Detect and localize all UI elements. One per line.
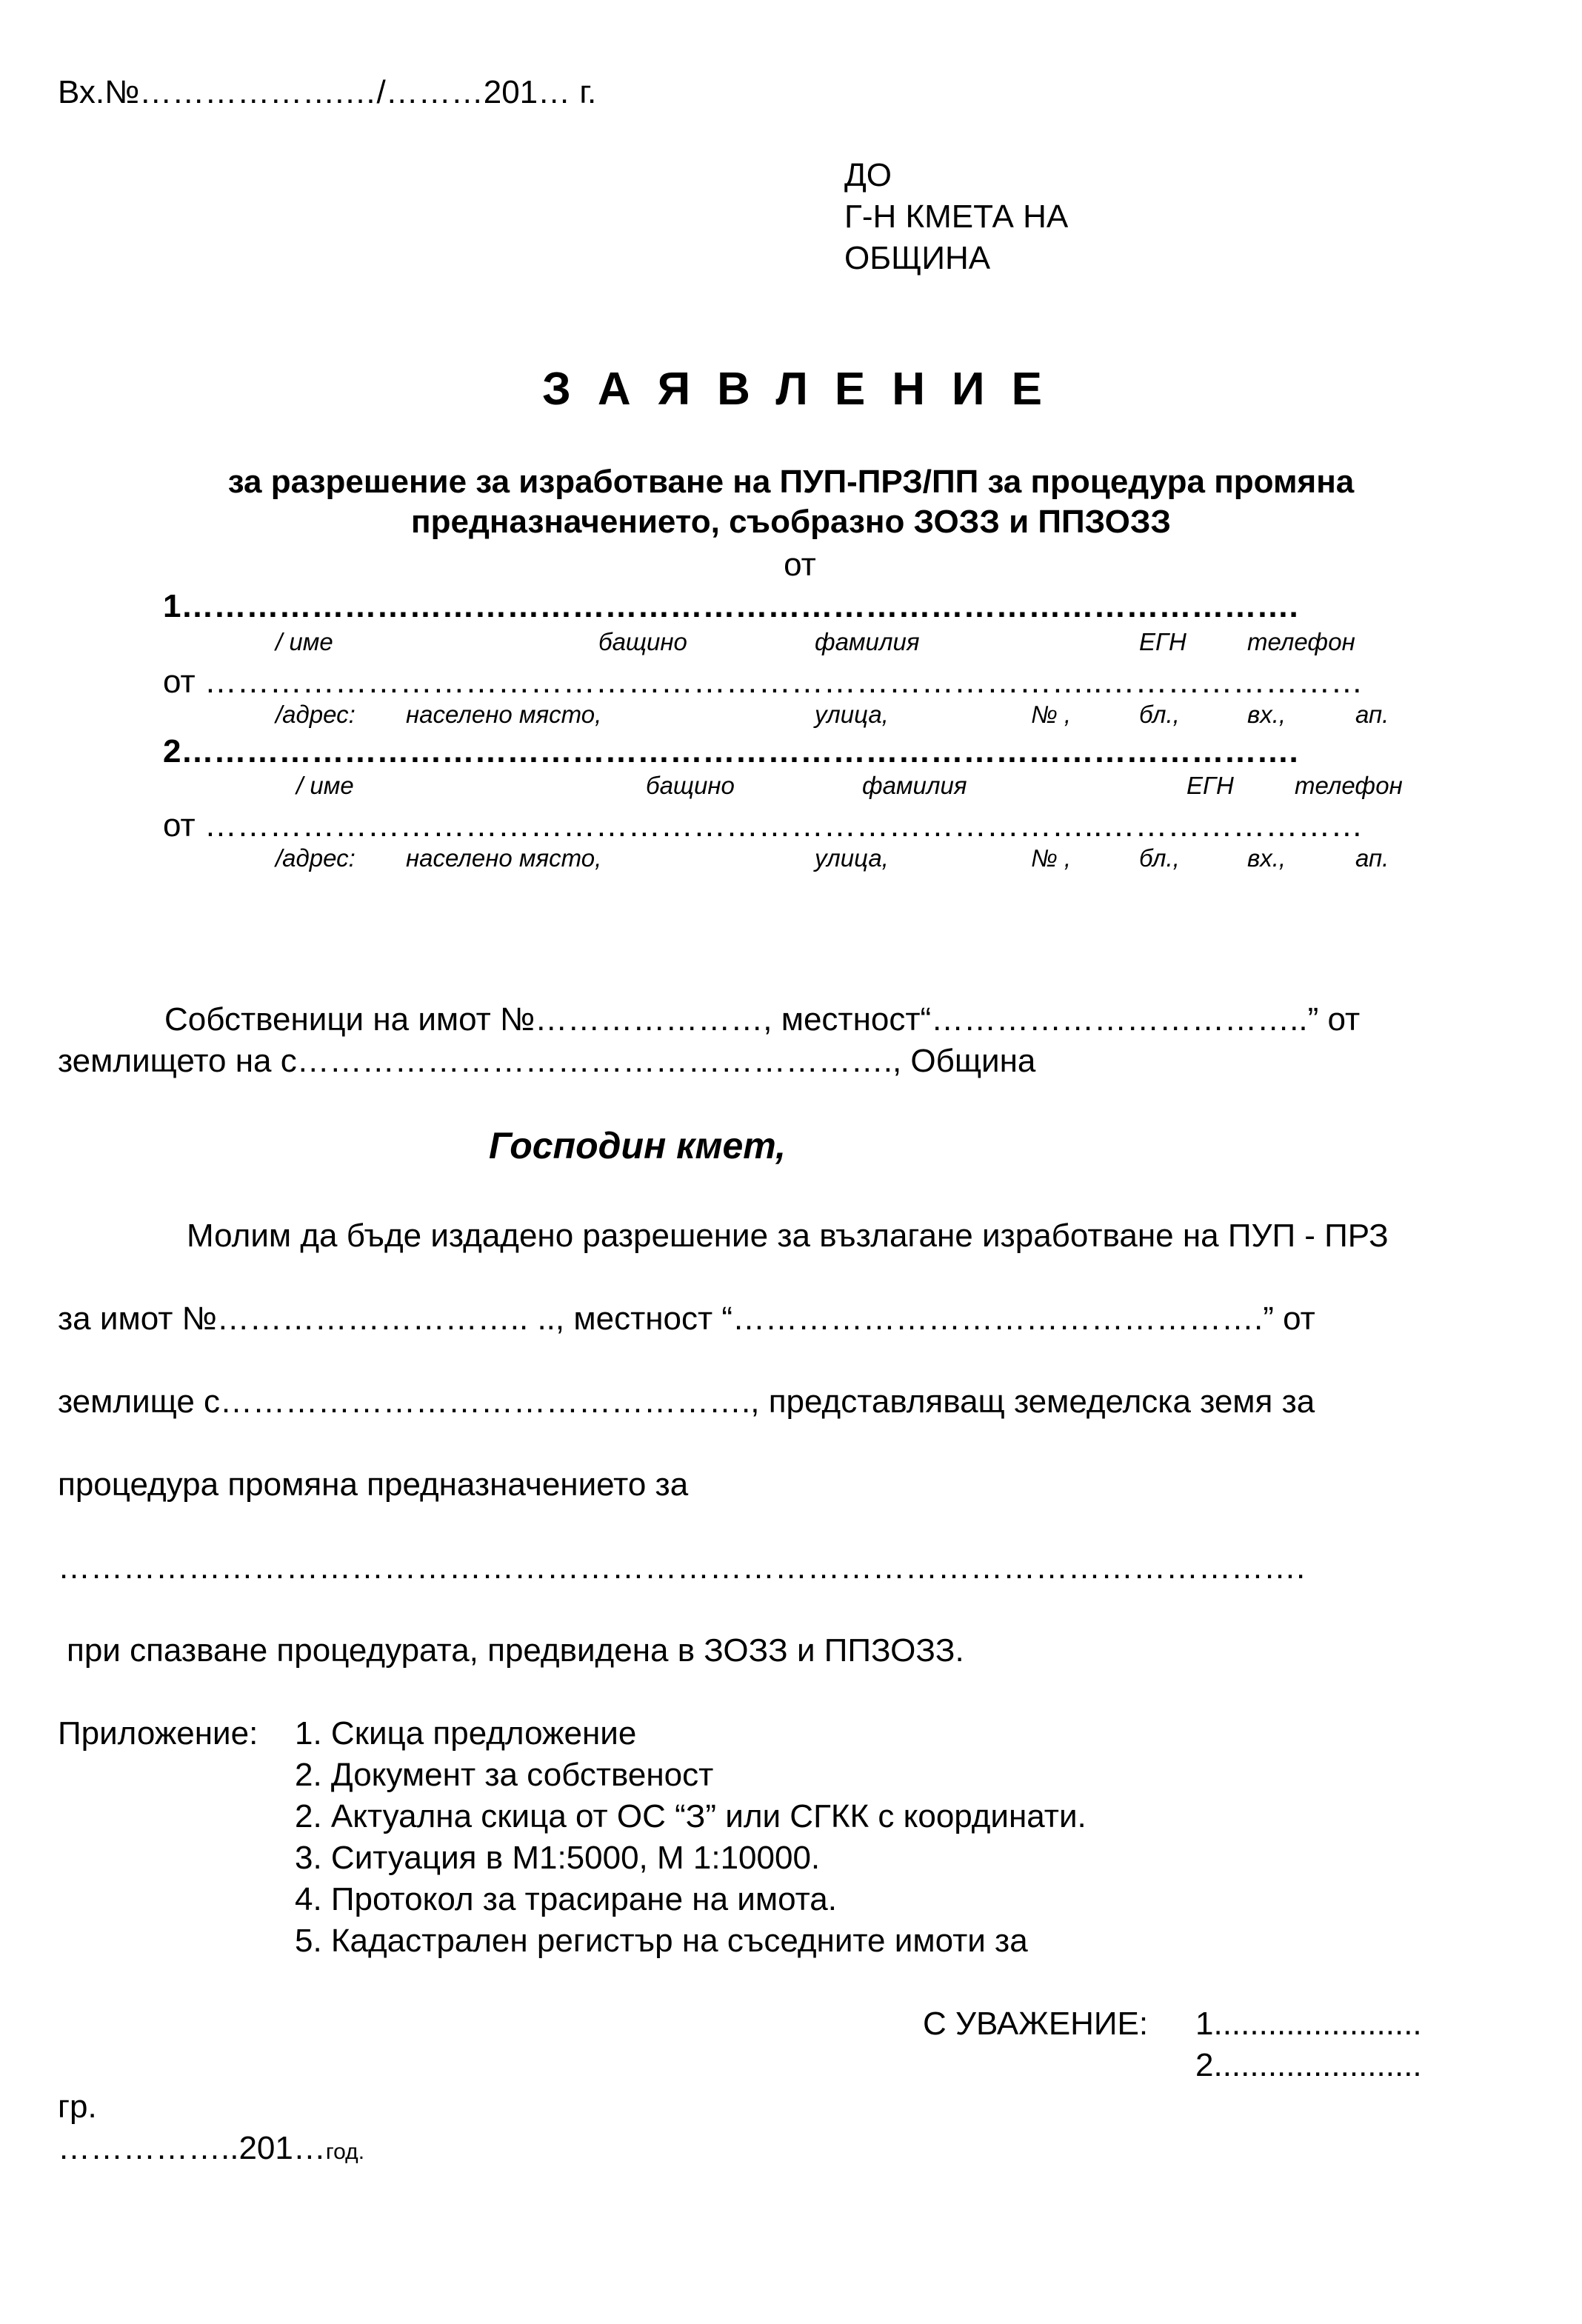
caption-block: бл., (1139, 844, 1180, 872)
attachment-item: 2. Актуална скица от ОС “З” или СГКК с координати. (295, 1798, 1087, 1834)
from-label: от (784, 547, 816, 583)
city-label: гр. (58, 2088, 97, 2125)
caption-street: улица, (815, 701, 889, 728)
caption-entrance: вх., (1247, 844, 1286, 872)
recipient-line: ДО (844, 157, 892, 193)
caption-egn: ЕГН (1186, 772, 1234, 799)
applicant-name-line: 2…………………………………………………………………………………………. (163, 733, 1298, 769)
caption-block: бл., (1139, 701, 1180, 728)
body-paragraph: процедура промяна предназначението за (58, 1466, 689, 1503)
caption-phone: телефон (1295, 772, 1403, 799)
greeting: Господин кмет, (489, 1125, 787, 1166)
caption-surname: фамилия (815, 628, 920, 655)
owners-line: Собственици на имот №…………………, местност“……………………………..” от (164, 1001, 1361, 1038)
caption-apartment: ап. (1355, 701, 1389, 728)
caption-surname: фамилия (862, 772, 967, 799)
recipient-line: ОБЩИНА (844, 240, 991, 276)
attachment-item: 2. Документ за собственост (295, 1757, 714, 1793)
signature-line: 2....................... (1195, 2047, 1422, 2083)
registration-number-line: Вх.№……………….…/………201… г. (58, 74, 597, 110)
year-abbreviation: год. (325, 2140, 365, 2164)
subtitle-line: за разрешение за изработване на ПУП-ПРЗ/ПП за процедура промяна (227, 464, 1355, 500)
caption-number: № , (1031, 844, 1072, 872)
signature-label: С УВАЖЕНИЕ: (923, 2006, 1149, 2042)
caption-phone: телефон (1247, 628, 1355, 655)
applicant-address-line: от ………………………………………………………………………..…………………… (163, 664, 1364, 700)
owners-land-line: землището на с………………………………………………., Община (58, 1043, 1036, 1079)
signature-line: 1....................... (1195, 2006, 1422, 2042)
caption-settlement: населено място, (406, 844, 602, 872)
attachment-item: 4. Протокол за трасиране на имота. (295, 1881, 837, 1917)
subtitle-line: предназначението, съобразно ЗОЗЗ и ППЗОЗЗ (411, 504, 1171, 540)
attachment-item: 3. Ситуация в М1:5000, М 1:10000. (295, 1840, 821, 1876)
attachments-label: Приложение: (58, 1715, 258, 1752)
recipient-line: Г-Н КМЕТА НА (844, 198, 1069, 235)
body-paragraph: землище с…………………………………………., представляващ земеделска земя за (58, 1383, 1315, 1420)
body-paragraph: ……………………………………………………………………………………………………. (58, 1549, 1306, 1586)
caption-number: № , (1031, 701, 1072, 728)
caption-father-name: бащино (598, 628, 687, 655)
attachment-item: 1. Скица предложение (295, 1715, 637, 1752)
applicant-name-line: 1…………………………………………………………………………………………. (163, 588, 1298, 624)
body-paragraph: Молим да бъде издадено разрешение за възлагане изработване на ПУП - ПРЗ (187, 1218, 1389, 1254)
caption-street: улица, (815, 844, 889, 872)
caption-father-name: бащино (646, 772, 735, 799)
caption-entrance: вх., (1247, 701, 1286, 728)
caption-apartment: ап. (1355, 844, 1389, 872)
caption-address: /адрес: (276, 844, 356, 872)
caption-address: /адрес: (276, 701, 356, 728)
body-paragraph: при спазване процедурата, предвидена в ЗОЗЗ и ППЗОЗЗ. (67, 1632, 964, 1669)
body-paragraph: за имот №……………………….. .., местност “………………………………………….” от (58, 1300, 1315, 1337)
caption-settlement: населено място, (406, 701, 602, 728)
caption-egn: ЕГН (1139, 628, 1186, 655)
caption-name: / име (276, 628, 333, 655)
attachment-item: 5. Кадастрален регистър на съседните имоти за (295, 1923, 1028, 1959)
document-title: ЗАЯВЛЕНИЕ (542, 364, 1069, 415)
caption-name: / име (296, 772, 354, 799)
applicant-address-line: от ………………………………………………………………………..…………………… (163, 807, 1364, 844)
date-line: ……………..201…год. (58, 2130, 365, 2166)
